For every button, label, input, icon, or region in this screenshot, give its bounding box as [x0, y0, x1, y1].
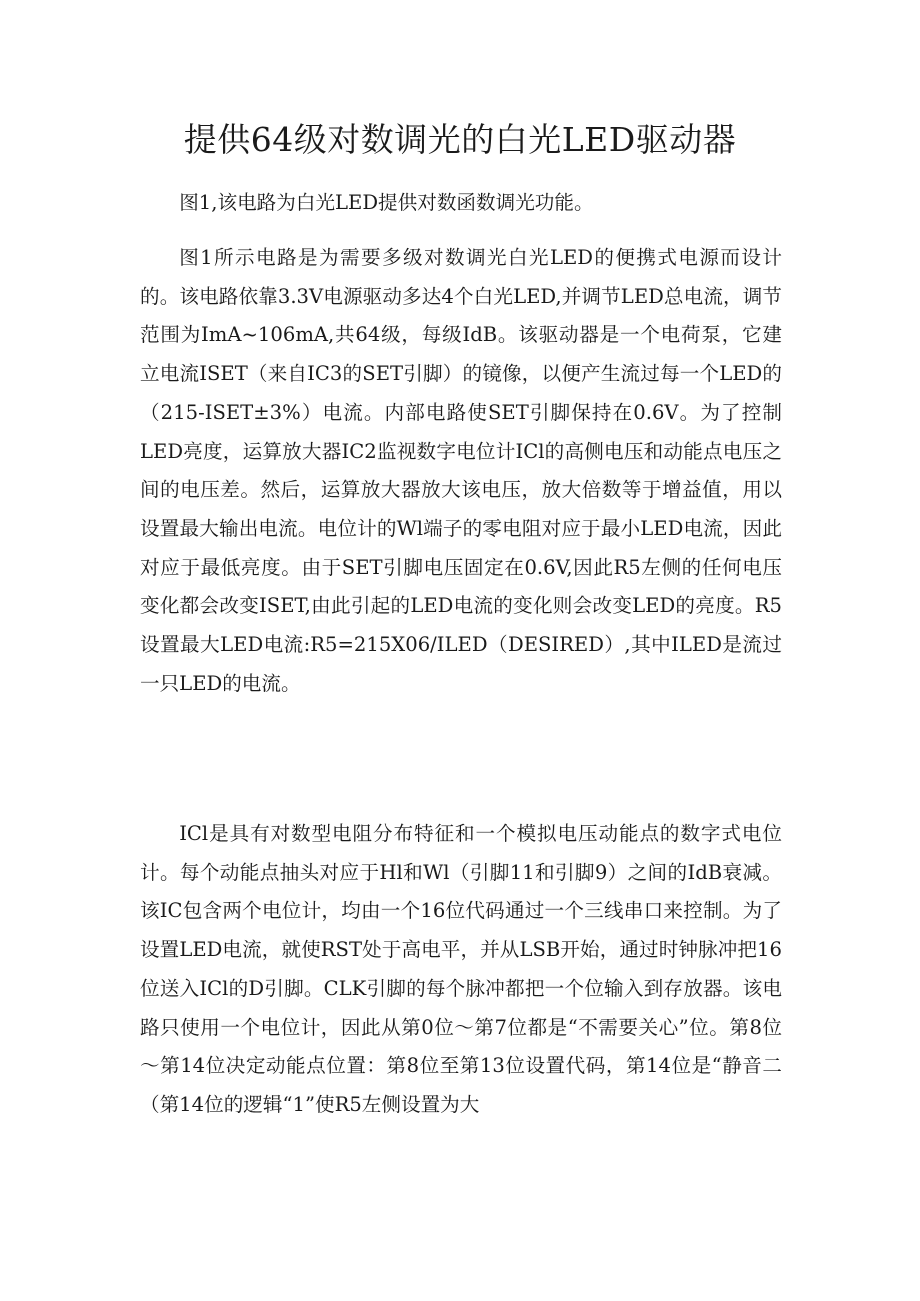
figure-caption: 图1,该电路为白光LED提供对数函数调光功能。: [179, 191, 594, 214]
body-paragraph: ICl是具有对数型电阻分布特征和一个模拟电压动能点的数字式电位计。每个动能点抽头对应于Hl和Wl（引脚11和引脚9）之间的IdB衰减。该IC包含两个电位计，均由一个16位代码通过一个三线串口来控制。为了设置LED电流，就使RST处于高电平，并从LSB开始，通过时钟脉冲把16位送入ICl的D引脚。CLK引脚的每个脉冲都把一个位输入到存放器。该电路只使用一个电位计，因此从第0位～第7位都是“不需要关心”位。第8位～第14位决定动能点位置：第8位至第13位设置代码，第14位是“静音二（第14位的逻辑“1”使R5左侧设置为大: [140, 822, 782, 1116]
document-title: 提供64级对数调光的白光LED驱动器: [183, 120, 737, 159]
body-paragraph: 图1所示电路是为需要多级对数调光白光LED的便携式电源而设计的。该电路依靠3.3V电源驱动多达4个白光LED,并调节LED总电流，调节范围为ImA~106mA,共64级，每级IdB。该驱动器是一个电荷泵，它建立电流ISET（来自IC3的SET引脚）的镜像，以便产生流过每一个LED的（215-ISET±3%）电流。内部电路使SET引脚保持在0.6V。为了控制LED亮度，运算放大器IC2监视数字电位计ICl的高侧电压和动能点电压之间的电压差。然后，运算放大器放大该电压，放大倍数等于增益值，用以设置最大输出电流。电位计的Wl端子的零电阻对应于最小LED电流，因此对应于最低亮度。由于SET引脚电压固定在0.6V,因此R5左侧的任何电压变化都会改变ISET,由此引起的LED电流的变化则会改变LED的亮度。R5设置最大LED电流:R5=215X06/ILED（DESIRED）,其中ILED是流过一只LED的电流。: [140, 246, 782, 695]
